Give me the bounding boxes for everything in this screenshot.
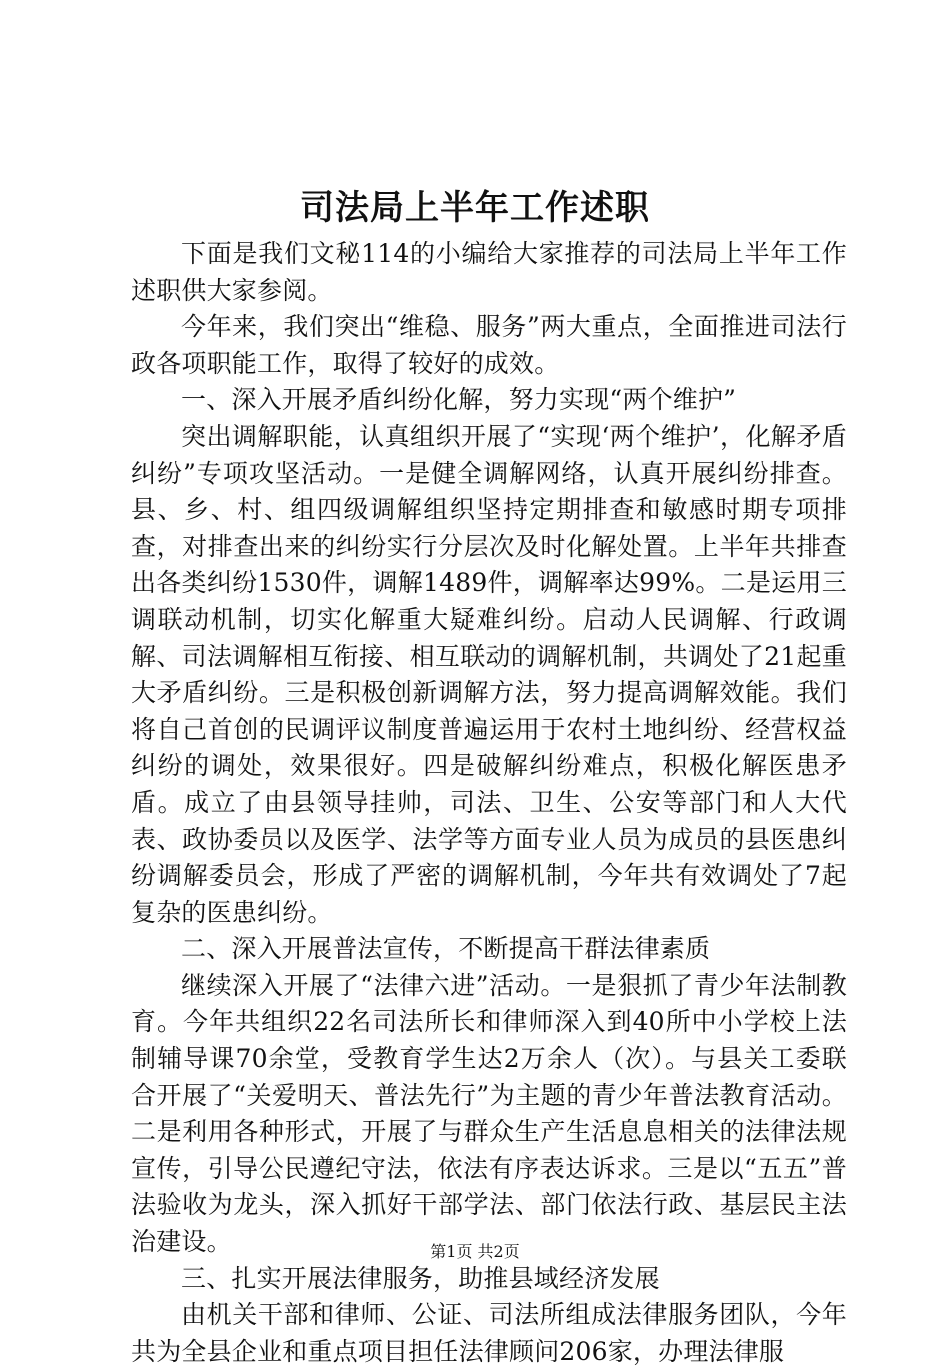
section-3-paragraph: 由机关干部和律师、公证、司法所组成法律服务团队，今年共为全县企业和重点项目担任法律顾问206家，办理法律服 — [131, 1300, 847, 1366]
section-heading-3: 三、扎实开展法律服务，助推县域经济发展 — [181, 1263, 660, 1293]
document-body — [131, 236, 847, 1370]
document-title: 司法局上半年工作述职 — [300, 188, 650, 228]
overview-paragraph: 今年来，我们突出“维稳、服务”两大重点，全面推进司法行政各项职能工作，取得了较好的成效。 — [131, 312, 847, 378]
section-heading-2: 二、深入开展普法宣传，不断提高干群法律素质 — [181, 934, 711, 964]
intro-paragraph: 下面是我们文秘114的小编给大家推荐的司法局上半年工作述职供大家参阅。 — [131, 239, 847, 305]
page-footer: 第1页 共2页 — [430, 1242, 520, 1261]
section-heading-1: 一、深入开展矛盾纠纷化解，努力实现“两个维护” — [181, 385, 737, 415]
section-1-paragraph: 突出调解职能，认真组织开展了“实现‘两个维护’，化解矛盾纠纷”专项攻坚活动。一是健全调解网络，认真开展纠纷排查。县、乡、村、组四级调解组织坚持定期排查和敏感时期专项排查，对排查出来的纠纷实行分层次及时化解处置。上半年共排查出各类纠纷1530件，调解1489件，调解率达99%。二是运用三调联动机制，切实化解重大疑难纠纷。启动人民调解、行政调解、司法调解相互衔接、相互联动的调解机制，共调处了21起重大矛盾纠纷。三是积极创新调解方法，努力提高调解效能。我们将自己首创的民调评议制度普遍运用于农村土地纠纷、经营权益纠纷的调处，效果很好。四是破解纠纷难点，积极化解医患矛盾。成立了由县领导挂帅，司法、卫生、公安等部门和人大代表、政协委员以及医学、法学等方面专业人员为成员的县医患纠纷调解委员会，形成了严密的调解机制，今年共有效调处了7起复杂的医患纠纷。 — [131, 421, 847, 927]
section-2-paragraph: 继续深入开展了“法律六进”活动。一是狠抓了青少年法制教育。今年共组织22名司法所长和律师深入到40所中小学校上法制辅导课70余堂，受教育学生达2万余人（次）。与县关工委联合开展了“关爱明天、普法先行”为主题的青少年普法教育活动。二是利用各种形式，开展了与群众生产生活息息相关的法律法规宣传，引导公民遵纪守法，依法有序表达诉求。三是以“五五”普法验收为龙头，深入抓好干部学法、部门依法行政、基层民主法治建设。 — [131, 970, 847, 1257]
